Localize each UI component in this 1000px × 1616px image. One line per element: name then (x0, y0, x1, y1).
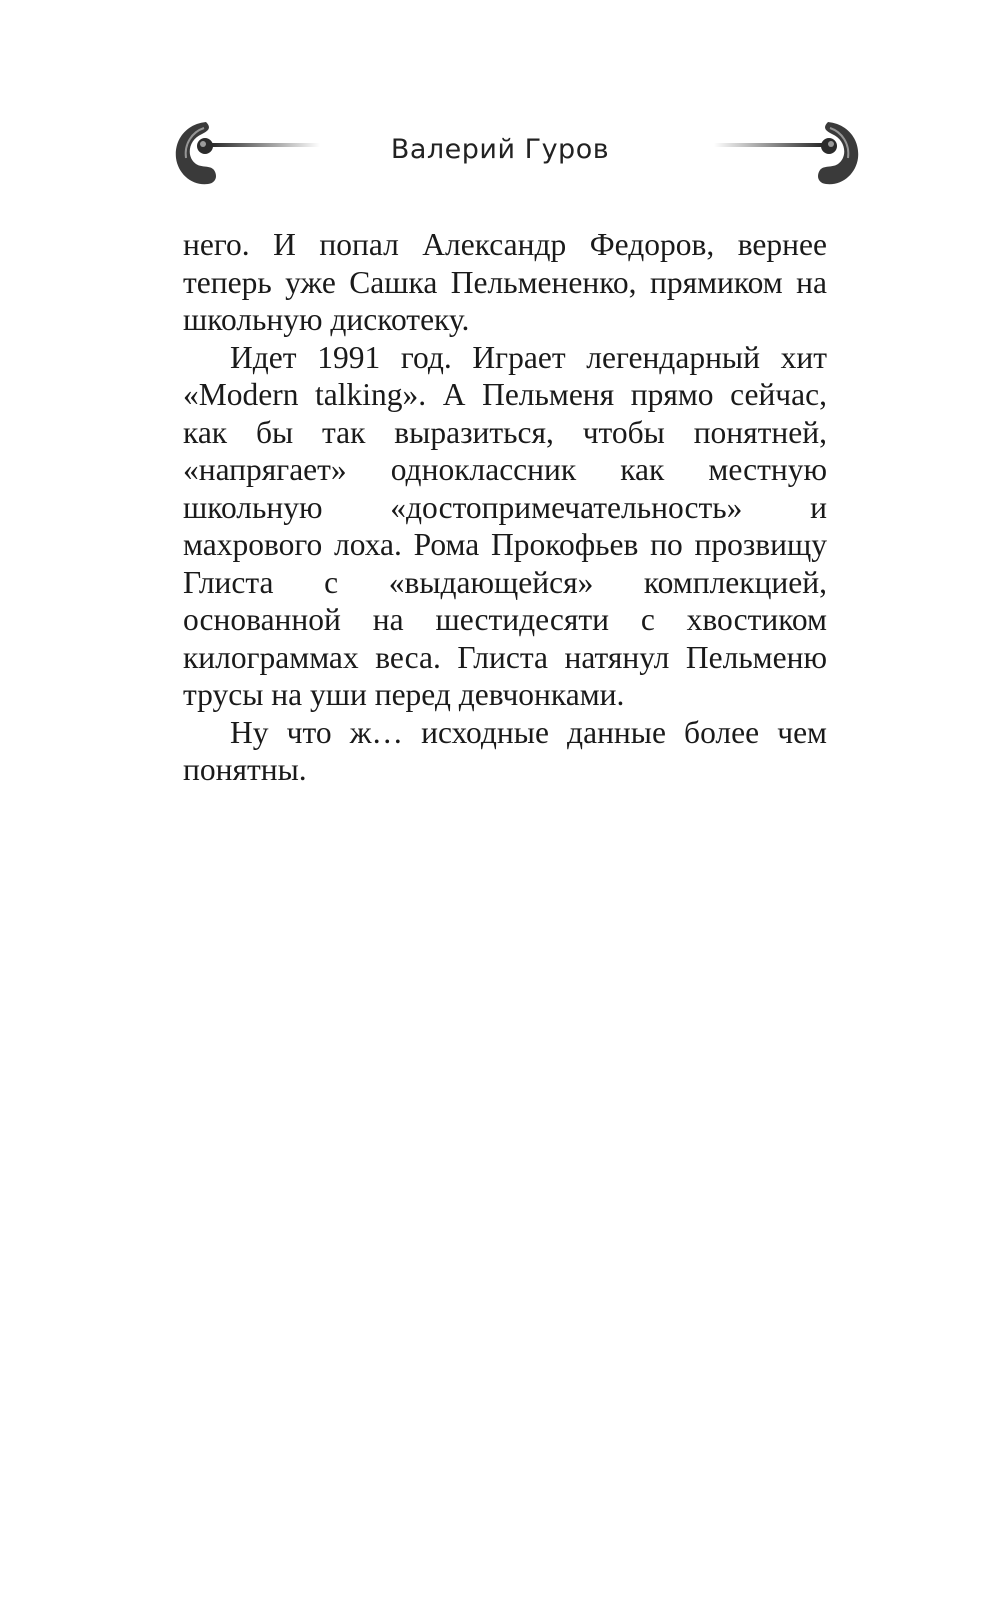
running-title: Валерий Гуров (390, 134, 610, 165)
body-text (183, 226, 827, 789)
paragraph: Идет 1991 год. Играет легендарный хит «Modern talking». А Пельменя прямо сейчас, как бы так выразиться, чтобы понятней, «напрягает» одноклассник как местную школьную «достопримечательность» и махрового лоха. Рома Прокофьев по прозвищу Глиста с «выдающейся» комплекцией, основанной на шестидесяти с хвостиком килограммах веса. Глиста натянул Пельменю трусы на уши перед девчонками. (183, 339, 827, 712)
ornate-scroll-icon (712, 112, 862, 192)
paragraph: него. И попал Александр Федоров, вернее теперь уже Сашка Пельмененко, прямиком на школьную дискотеку. (183, 227, 827, 337)
paragraph: Ну что ж… исходные данные более чем понятны. (183, 714, 827, 787)
running-header (0, 112, 1000, 192)
